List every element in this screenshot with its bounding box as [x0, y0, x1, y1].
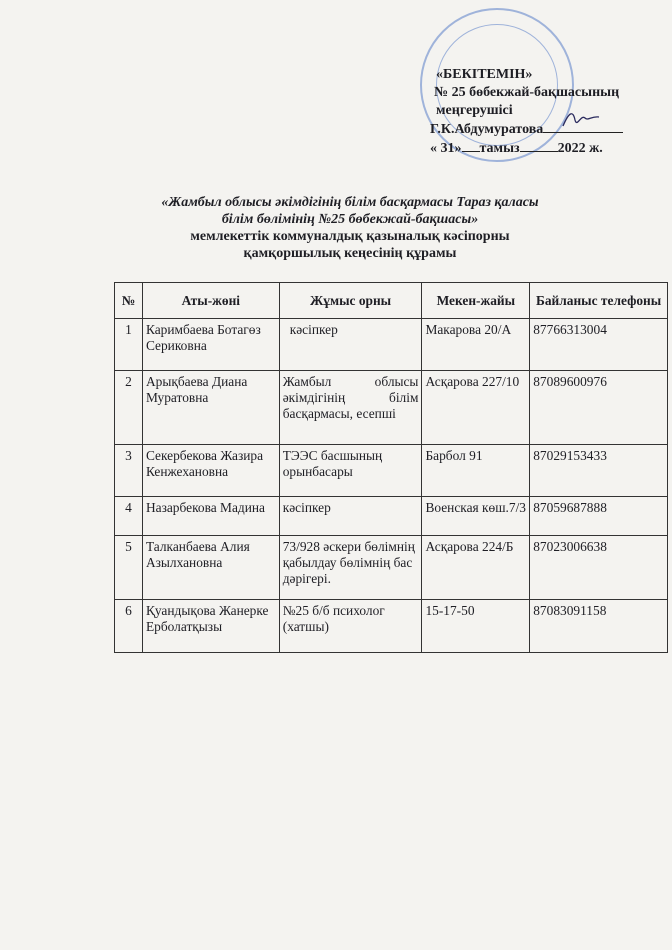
table-row: 4 Назарбекова Мадина кәсіпкер Военская көш.7/3 87059687888	[115, 497, 668, 536]
approval-block	[430, 66, 665, 158]
table-row: 1 Каримбаева Ботагөз Сериковна кәсіпкер Макарова 20/А 87766313004	[115, 319, 668, 371]
table-row: 6 Қуандықова Жанерке Ерболатқызы №25 б/б психолог (хатшы) 15-17-50 87083091158	[115, 600, 668, 653]
header-phone: Байланыс телефоны	[530, 283, 668, 319]
title-line2: білім бөлімінің №25 бөбекжай-бақшасы»	[221, 212, 479, 227]
signature-icon	[561, 108, 601, 130]
table-header-row	[115, 283, 668, 319]
header-num: №	[115, 283, 143, 319]
header-work: Жұмыс орны	[279, 283, 422, 319]
title-line1: «Жамбыл облысы әкімдігінің білім басқармасы Тараз қаласы	[161, 195, 539, 210]
approval-line2: меңгерушісі	[436, 103, 513, 118]
document-title	[110, 194, 590, 262]
table-row: 2 Арықбаева Диана Муратовна Жамбыл облысы әкімдігінің білім басқармасы, есепші Асқарова 227/10 87089600976	[115, 371, 668, 445]
signature-line	[543, 120, 623, 133]
approval-header: «БЕКІТЕМІН»	[436, 67, 533, 82]
table-row: 5 Талканбаева Алия Азылхановна 73/928 әскери бөлімнің қабылдау бөлімнің бас дәрігері. Асқарова 224/Б 87023006638	[115, 536, 668, 600]
title-line4: қамқоршылық кеңесінің құрамы	[243, 246, 457, 261]
header-name: Аты-жөні	[142, 283, 279, 319]
approval-date: « 31» тамыз 2022 ж.	[430, 141, 603, 156]
members-table	[114, 282, 668, 653]
approval-line1: № 25 бөбекжай-бақшасының	[434, 85, 620, 100]
approval-signer: Г.К.Абдумуратова	[430, 122, 544, 137]
title-line3: мемлекеттік коммуналдық қазыналық кәсіпорны	[190, 229, 510, 244]
approval-signer-line	[430, 120, 665, 139]
header-address: Мекен-жайы	[422, 283, 530, 319]
table-row: 3 Секербекова Жазира Кенжехановна ТЭЭС басшының орынбасары Барбол 91 87029153433	[115, 445, 668, 497]
